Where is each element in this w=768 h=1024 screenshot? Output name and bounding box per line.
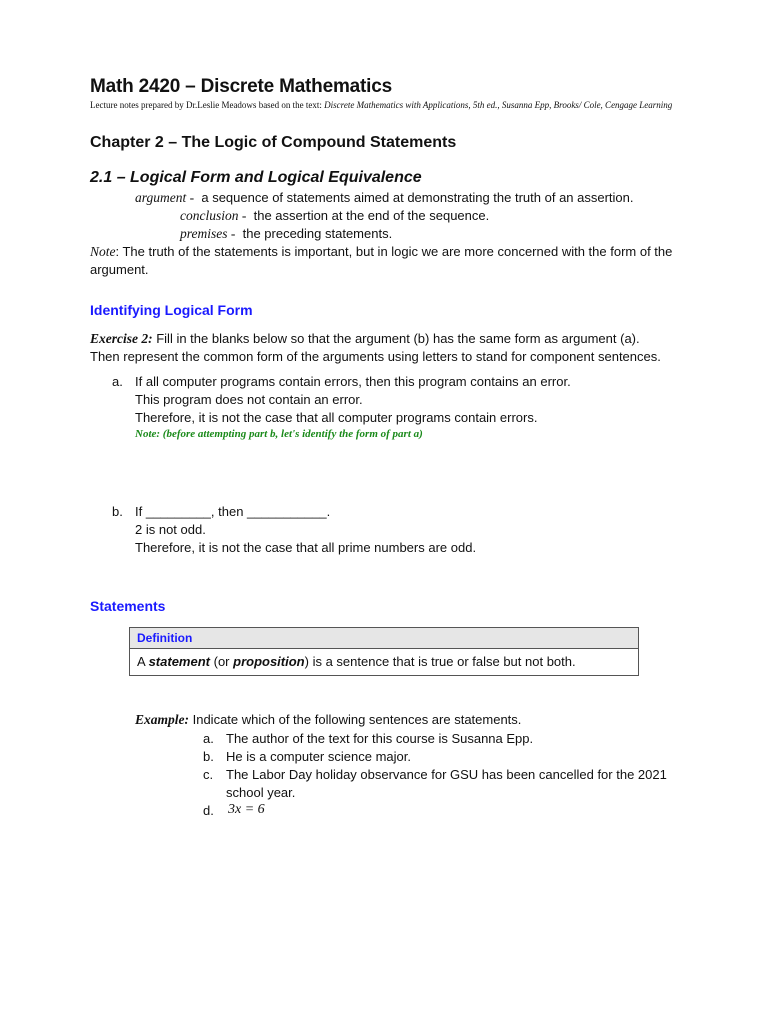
example-text: Indicate which of the following sentences are statements. <box>189 712 522 727</box>
example-item-marker: d. <box>203 803 214 818</box>
definition-argument <box>135 189 634 207</box>
section-heading: 2.1 – Logical Form and Logical Equivalence <box>90 169 422 186</box>
note-label: Note <box>90 244 116 259</box>
part-a-line: If all computer programs contain errors, then this program contains an error. <box>135 374 571 389</box>
definition-text: the preceding statements. <box>242 226 393 241</box>
example-item-marker: c. <box>203 767 214 782</box>
part-b-line: 2 is not odd. <box>135 522 206 537</box>
document-title: Math 2420 – Discrete Mathematics <box>90 76 392 97</box>
example-item-math: 3x = 6 <box>228 802 265 817</box>
example-item-text: The author of the text for this course is Susanna Epp. <box>226 731 534 746</box>
definition-box-header: Definition <box>130 628 638 649</box>
note-line2: argument. <box>90 262 149 277</box>
part-a-marker: a. <box>112 374 123 389</box>
def-text: A <box>137 654 149 669</box>
def-text: (or <box>210 654 234 669</box>
statements-heading: Statements <box>90 598 166 614</box>
definition-term: argument - <box>135 190 195 205</box>
note-line1: : The truth of the statements is important, but in logic we are more concerned with the form of the <box>115 244 673 259</box>
part-b-line: If _________, then ___________. <box>135 504 331 519</box>
part-b-marker: b. <box>112 504 123 519</box>
exercise-line1 <box>90 330 640 348</box>
part-a-line: This program does not contain an error. <box>135 392 363 407</box>
part-a-line: Therefore, it is not the case that all computer programs contain errors. <box>135 410 538 425</box>
example-item-text: He is a computer science major. <box>226 749 411 764</box>
definition-term: conclusion - <box>180 208 247 223</box>
example-item-marker: b. <box>203 749 214 764</box>
def-proposition-term: proposition <box>233 654 305 669</box>
example-item-text-cont: school year. <box>226 785 296 800</box>
definition-text: a sequence of statements aimed at demonstrating the truth of an assertion. <box>201 190 634 205</box>
def-text: ) is a sentence that is true or false but not both. <box>304 654 576 669</box>
credit-book: Discrete Mathematics with Applications, 5th ed., Susanna Epp, Brooks/ Cole, Cengage Learning <box>324 100 673 110</box>
example-item-marker: a. <box>203 731 214 746</box>
exercise-text: Fill in the blanks below so that the argument (b) has the same form as argument (a). <box>152 331 640 346</box>
definition-text: the assertion at the end of the sequence. <box>253 208 490 223</box>
part-b-line: Therefore, it is not the case that all prime numbers are odd. <box>135 540 477 555</box>
credit-line <box>90 100 680 111</box>
credit-prefix: Lecture notes prepared by Dr.Leslie Meadows based on the text: <box>90 100 325 110</box>
definition-box <box>129 627 639 676</box>
example-line <box>135 711 521 729</box>
exercise-line2: Then represent the common form of the arguments using letters to stand for component sentences. <box>90 349 661 364</box>
example-item-text: The Labor Day holiday observance for GSU has been cancelled for the 2021 <box>226 767 667 782</box>
example-label: Example: <box>135 712 189 727</box>
part-a-note: Note: (before attempting part b, let's identify the form of part a) <box>135 428 423 440</box>
chapter-heading: Chapter 2 – The Logic of Compound Statements <box>90 134 457 151</box>
definition-term: premises - <box>180 226 236 241</box>
definition-box-body <box>130 649 638 675</box>
definition-premises <box>180 225 392 243</box>
def-statement-term: statement <box>148 654 210 669</box>
definition-conclusion <box>180 207 489 225</box>
exercise-label: Exercise 2: <box>90 331 153 346</box>
identifying-heading: Identifying Logical Form <box>90 302 253 318</box>
note-paragraph <box>90 243 672 261</box>
